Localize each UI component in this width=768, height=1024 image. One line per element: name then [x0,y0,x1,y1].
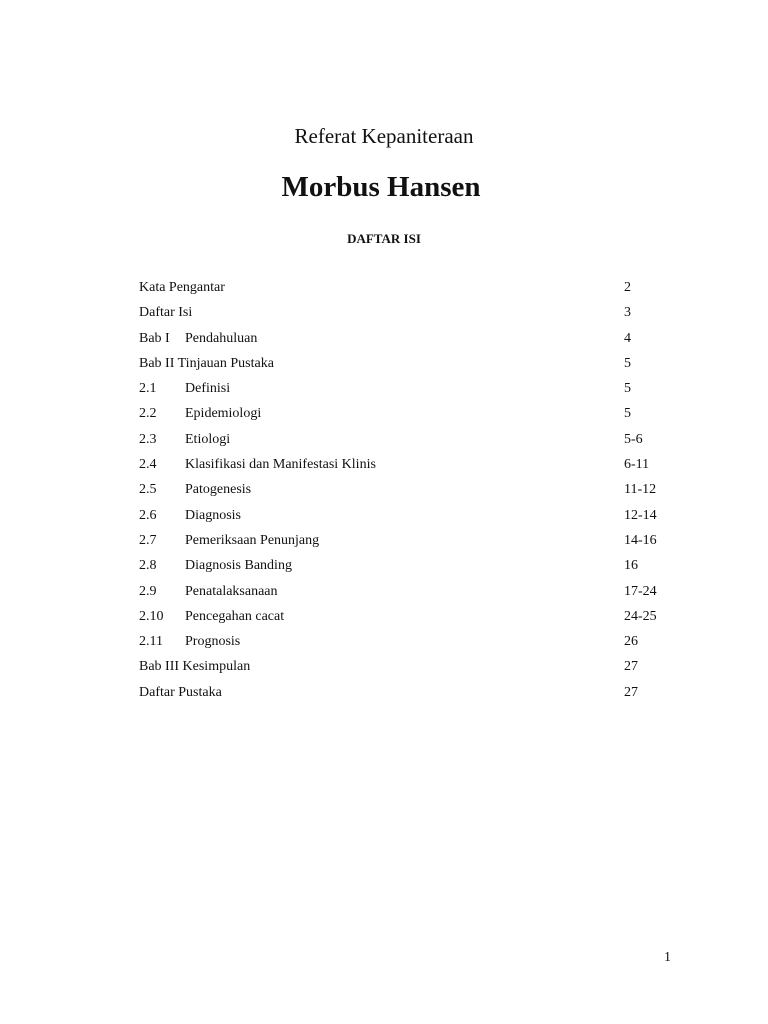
toc-entry-number: 2.5 [139,482,157,498]
toc-entry-label: Bab III Kesimpulan [139,659,251,675]
toc-entry-bab-2 [139,354,699,379]
toc-entry-label: Pendahuluan [185,330,258,346]
toc-entry-2-5 [139,480,699,505]
toc-entry-number: 2.2 [139,406,157,422]
toc-entry-daftar-isi [139,303,699,328]
toc-entry-label: Bab II Tinjauan Pustaka [139,355,274,371]
toc-entry-2-4 [139,455,699,480]
toc-entry-label: Patogenesis [185,482,252,498]
toc-entry-bab-1 [139,329,699,354]
document-subtitle: Referat Kepaniteraan [294,124,474,148]
page-number: 1 [664,950,671,965]
toc-entry-label: Diagnosis [185,507,241,523]
toc-entry-label: Klasifikasi dan Manifestasi Klinis [185,457,376,473]
toc-entry-page: 3 [624,305,631,321]
toc-entry-page: 5 [624,355,631,371]
toc-entry-bab-3 [139,657,699,682]
toc-entry-label: Definisi [185,381,231,397]
toc-entry-page: 14-16 [624,532,657,548]
toc-entry-2-7 [139,531,699,556]
toc-entry-label: Penatalaksanaan [185,583,278,599]
toc-entry-page: 2 [624,280,631,295]
toc-entry-2-1 [139,379,699,404]
toc-entry-number: 2.11 [139,634,163,650]
toc-entry-label: Pencegahan cacat [185,608,285,624]
toc-entry-number: 2.4 [139,457,157,473]
toc-heading: DAFTAR ISI [347,231,421,246]
table-of-contents [139,278,699,708]
toc-entry-page: 26 [624,634,638,650]
toc-entry-number: 2.9 [139,583,157,599]
toc-entry-2-6 [139,506,699,531]
toc-entry-label: Daftar Pustaka [139,684,222,700]
toc-entry-page: 17-24 [624,583,657,599]
toc-entry-page: 6-11 [624,457,650,473]
toc-entry-label: Pemeriksaan Penunjang [185,532,320,548]
toc-entry-number: 2.3 [139,431,157,447]
toc-entry-2-11 [139,632,699,657]
toc-entry-page: 5-6 [624,431,643,447]
toc-entry-2-8 [139,556,699,581]
toc-entry-page: 27 [624,659,638,675]
toc-entry-label: Kata Pengantar [139,280,225,295]
toc-entry-number: Bab I [139,330,170,346]
toc-entry-label: Prognosis [185,634,241,650]
toc-entry-page: 4 [624,330,631,346]
toc-entry-2-2 [139,404,699,429]
toc-entry-number: 2.1 [139,381,157,397]
toc-entry-page: 12-14 [624,507,657,523]
toc-entry-kata-pengantar [139,278,699,303]
document-title: Morbus Hansen [281,171,481,203]
toc-entry-page: 24-25 [624,608,657,624]
toc-entry-2-9 [139,582,699,607]
toc-entry-page: 5 [624,406,631,422]
toc-entry-page: 16 [624,558,638,574]
toc-entry-number: 2.7 [139,532,157,548]
toc-entry-number: 2.8 [139,558,157,574]
toc-entry-2-10 [139,607,699,632]
toc-entry-page: 11-12 [624,482,657,498]
toc-entry-page: 5 [624,381,631,397]
toc-entry-page: 27 [624,684,638,700]
toc-entry-number: 2.10 [139,608,164,624]
toc-entry-2-3 [139,430,699,455]
toc-entry-daftar-pustaka [139,683,699,708]
toc-entry-number: 2.6 [139,507,157,523]
toc-entry-label: Epidemiologi [185,406,262,422]
toc-entry-label: Etiologi [185,431,231,447]
toc-entry-label: Diagnosis Banding [185,558,292,574]
toc-entry-label: Daftar Isi [139,305,193,321]
